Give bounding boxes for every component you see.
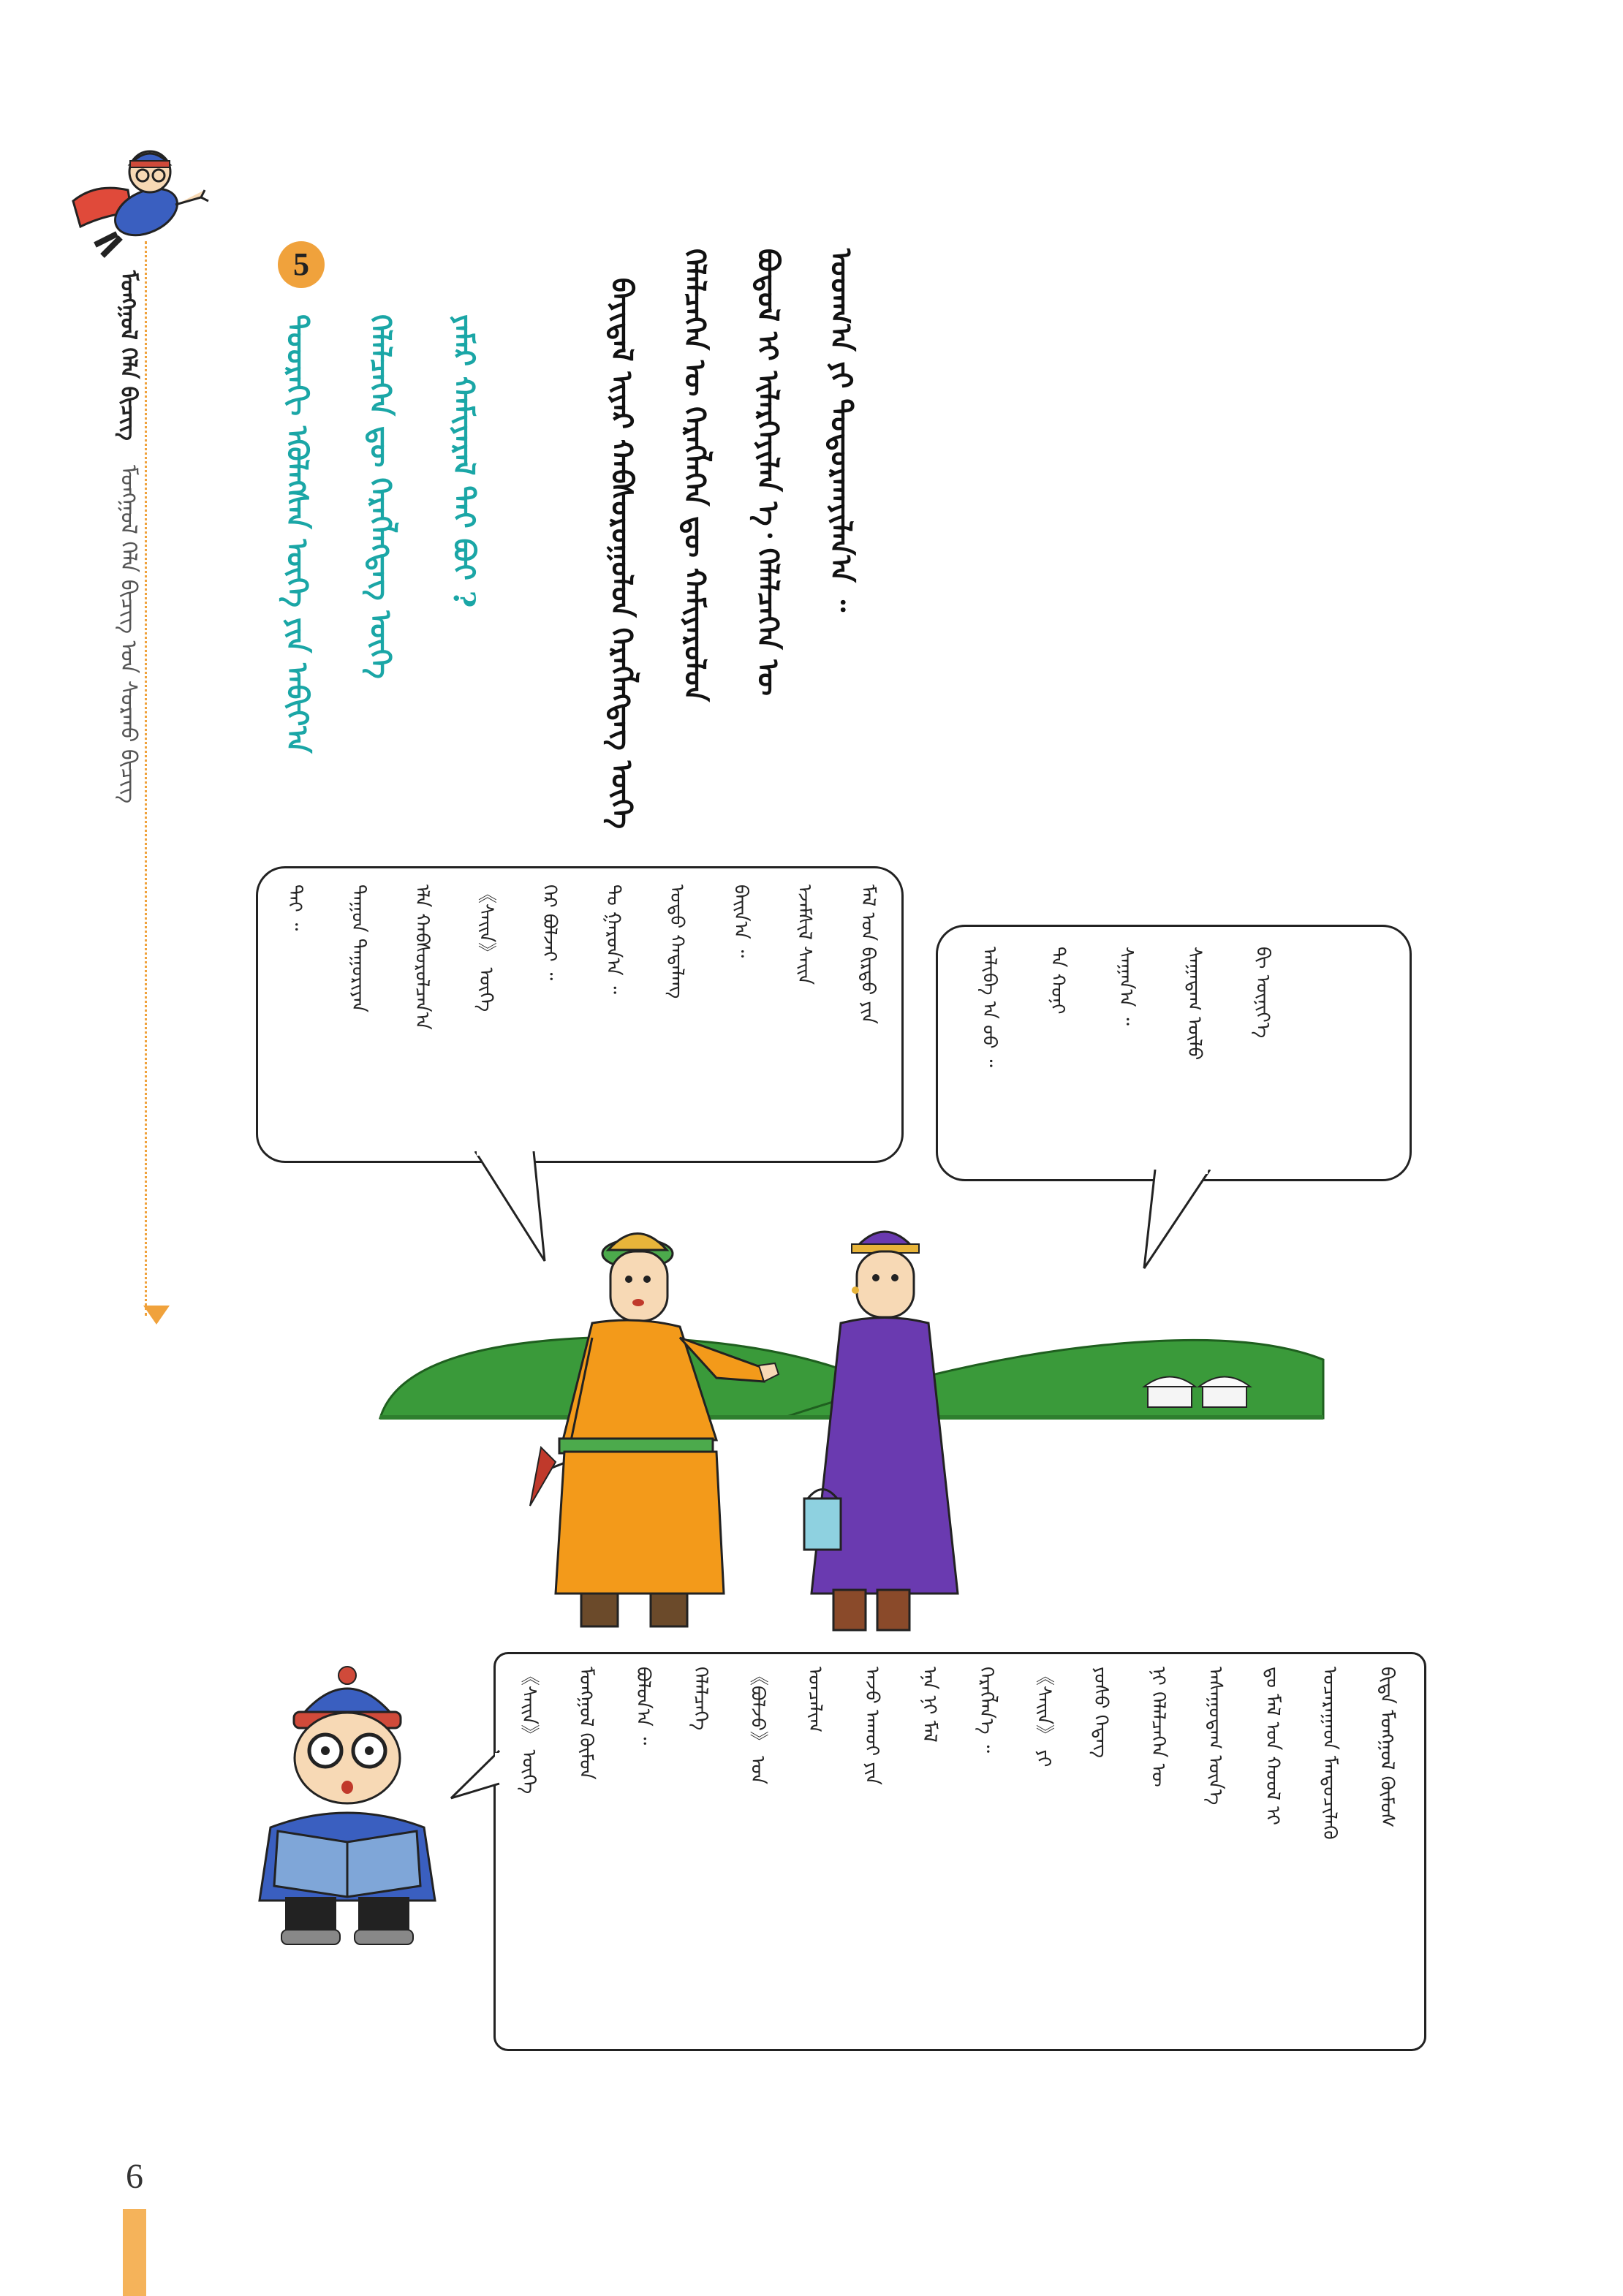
father-line-5: ᠲᠤ ᠭᠠᠷᠤᠨ᠎ᠠ ᠃ [602, 884, 624, 994]
question-line-3: ᠶᠠᠮᠠᠷ ᠬᠠᠮᠢᠶᠠᠷᠠᠯ ᠲᠠᠢ ᠪᠤᠢ ? [447, 314, 481, 608]
mother-line-1: ᠪᠢ ᠦᠨᠢᠶ᠎ᠡ [1252, 947, 1274, 1039]
boy-line-1: ᠪᠢᠳᠡ ᠮᠣᠩᠭᠣᠯ ᠬᠦᠮᠦᠰ [1375, 1667, 1398, 1828]
boy-line-2: ᠤᠴᠠᠷᠠᠭᠠᠳ ᠮᠡᠨᠳᠦᠴᠢᠯᠡᠬᠦ [1318, 1667, 1341, 1840]
father-line-9: ᠳᠠᠭᠤᠨ ᠳᠠᠭᠤᠷᠢᠶᠠᠨ [347, 884, 370, 1012]
boy-line-7: 《ᠰᠠᠢᠨ》 ᠶᠢ [1032, 1667, 1055, 1768]
boy-line-15: ᠮᠣᠩᠭᠣᠯ ᠬᠦᠮᠦᠨ [575, 1667, 597, 1780]
father-line-8: ᠡᠯᠡ ᠬᠠᠪᠰᠤᠷᠤᠯᠴᠠᠨ᠎ᠠ [411, 884, 434, 1030]
father-figure [530, 1234, 779, 1627]
father-line-6: ᠬᠡᠷ ᠪᠣᠯᠵᠠᠢ ᠃ [538, 884, 561, 981]
dotted-guide-line [145, 241, 147, 1316]
mother-line-3: ᠰᠠᠭᠠᠨ᠎ᠠ ᠃ [1115, 947, 1137, 1026]
boy-line-8: ᠬᠡᠷᠡᠭᠯᠡᠨ᠎ᠡ ᠃ [975, 1667, 998, 1753]
father-line-2: ᠡᠵᠡᠮᠰᠢᠯ ᠰᠠᠢᠨ [792, 884, 815, 985]
boy-line-11: ᠣᠨᠴᠠᠯᠢᠭ [803, 1667, 826, 1733]
paragraph-line-1: ᠪᠠᠶᠢᠳᠠᠯ ᠢᠶᠠᠷ ᠬᠠᠪᠰᠤᠷᠤᠭᠤᠯᠤᠨ ᠬᠡᠷᠡᠭᠯᠡᠭᠳᠡᠭ ᠦᠭᠡ [605, 278, 639, 830]
mother-line-4: ᠲᠠ ᠬᠣᠨᠢ [1046, 947, 1069, 1015]
mother-figure [804, 1232, 958, 1630]
page-edge-bar [123, 2209, 146, 2296]
boy-line-6: ᠶᠣᠰᠣ ᠭᠡᠳᠡᠭ [1089, 1667, 1112, 1758]
boy-line-9: ᠡᠨᠡ ᠨᠢ ᠮᠠᠯ [918, 1667, 940, 1743]
running-header [117, 270, 139, 804]
father-line-3: ᠪᠠᠢᠨ᠎ᠠ ᠃ [729, 884, 752, 958]
paragraph-line-4: ᠤᠳᠬ᠎ᠠ ᠶᠢ ᠲᠣᠳᠣᠷᠬᠠᠶᠢᠯᠠᠨ᠎ᠠ ᠃ [824, 249, 858, 613]
flying-boy-mascot [66, 132, 219, 270]
question-line-2: ᠬᠡᠯᠡᠯᠴᠡᠭᠡᠨ ᠳᠦ ᠬᠡᠷᠡᠭᠯᠡᠭᠳᠡᠭ ᠦᠭᠡ [363, 314, 398, 679]
question-line-1: ᠳᠣᠣᠷᠠᠬᠢ ᠡᠭᠦᠯᠡᠭᠰᠡᠨ ᠦᠭᠡ ᠶᠢᠨ ᠠᠪᠢᠶ᠎ᠠ [280, 314, 314, 754]
mother-line-2: ᠰᠠᠭᠠᠳᠠᠭ ᠦᠯᠦ [1183, 947, 1206, 1061]
page-number: 6 [126, 2157, 143, 2196]
running-header-rest: ᠮᠣᠩᠭᠣᠯ ᠬᠡᠯᠡ ᠪᠢᠴᠢᠭ ᠤᠨ ᠰᠤᠷᠬᠤ ᠪᠢᠴᠢᠭ [116, 465, 141, 804]
boy-line-16: 《ᠰᠠᠢᠨ》 ᠦᠭᠡ [518, 1667, 540, 1795]
boy-line-3: ᠳᠤ ᠮᠠᠯ ᠤᠨ ᠬᠣᠣᠯ ᠢ [1261, 1667, 1284, 1825]
paragraph-line-3: ᠪᠣᠳᠤᠯ ᠢ ᠢᠯᠡᠷᠬᠡᠶᠢᠯᠡᠨ ᠡ᠂ ᠬᠡᠯᠡᠯᠴᠡᠭᠡᠨ ᠦ [751, 249, 785, 696]
father-line-10: ᠲᠡᠢ ᠃ [284, 884, 306, 931]
father-line-4: ᠣᠳᠣ ᠬᠠᠳᠠᠯᠠᠩ [665, 884, 688, 999]
bubble-mother-text [980, 947, 1272, 1159]
boy-line-12: 《ᠪᠣᠯᠵᠤ》 ᠤᠨ [746, 1667, 769, 1784]
father-line-1: ᠮᠠᠯ ᠤᠨ ᠪᠢᠷᠳᠤ ᠶᠢᠨ [856, 884, 879, 1024]
running-header-bold: ᠮᠣᠩᠭᠣᠯ ᠬᠡᠯᠡ ᠪᠢᠴᠢᠭ [116, 270, 141, 441]
boy-line-13: ᠬᠡᠯᠡᠯᠴᠡᠭᠡ [689, 1667, 711, 1731]
boy-line-5: ᠨᠢ ᠬᠡᠯᠡᠯᠴᠡᠭᠡᠨ ᠦ [1146, 1667, 1169, 1787]
boy-line-10: ᠠᠵᠤ ᠠᠬᠤᠢ ᠶᠢᠨ [860, 1667, 883, 1785]
bubble-father-text [285, 884, 877, 1140]
orange-arrow-icon [143, 1306, 170, 1325]
steppe-scene-illustration [373, 1199, 1338, 1637]
mother-line-5: ᠠᠯᠢᠪᠠ ᠠ ᠤᠤ ᠃ [978, 947, 1000, 1068]
boy-line-4: ᠠᠰᠠᠭᠤᠳᠠᠭ ᠦᠨ᠎ᠡ [1204, 1667, 1227, 1806]
boy-line-14: ᠪᠣᠯᠤᠨ᠎ᠠ ᠃ [632, 1667, 654, 1746]
section-number-badge: 5 [278, 241, 325, 288]
bubble-boy-text [519, 1667, 1396, 2032]
paragraph-line-2: ᠬᠡᠯᠡᠯᠴᠡᠭᠡᠨ ᠦ ᠬᠡᠷᠡᠭᠯᠡᠭᠡᠨ ᠳᠦ ᠬᠠᠮᠢᠶᠠᠷᠤᠯᠤᠨ [678, 249, 712, 702]
father-line-7: 《ᠰᠠᠢᠨ》 ᠦᠭᠡ [474, 884, 497, 1012]
reading-boy-illustration [241, 1659, 461, 1952]
